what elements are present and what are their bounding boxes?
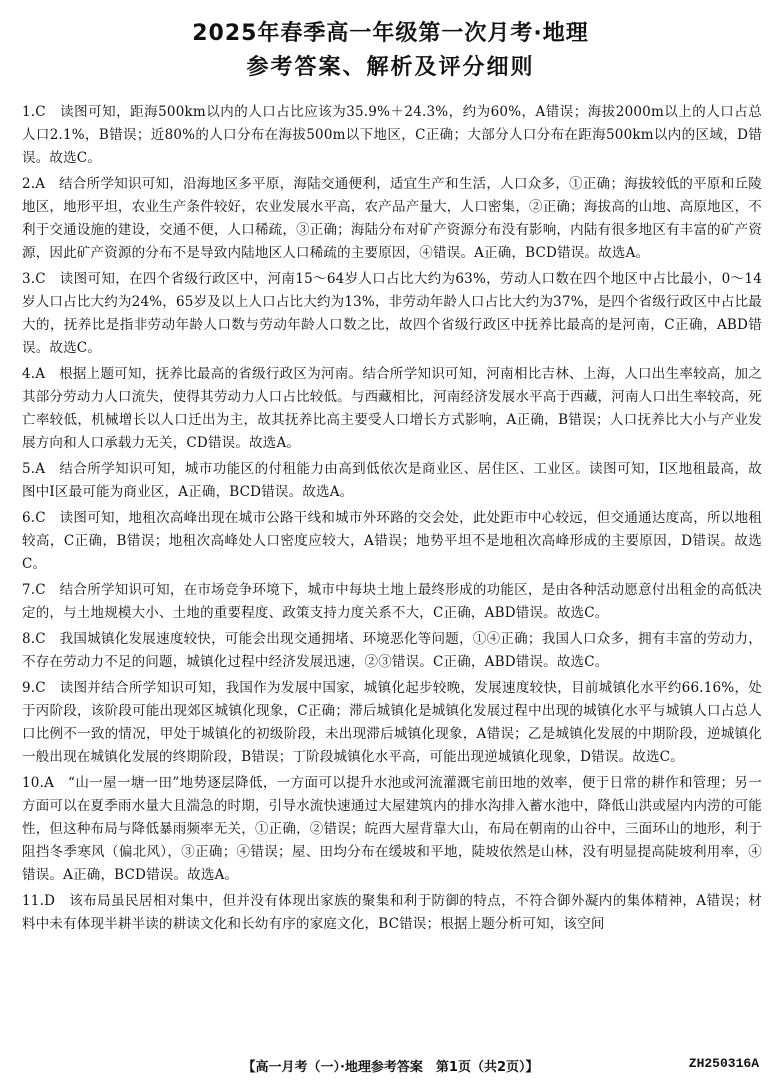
answer-item-10: 10.A “山一屋一塘一田”地势逐层降低，一方面可以提升水池或河流灌溉宅前田地的效率，便于日常的耕作和管理；另一方面可以在夏季雨水量大且湍急的时期，引导水流快速通过大屋建筑内的排水沟排入蓄水池中，降低山洪或屋内内涝的可能性，但这种布局与降低暴雨频率无关，①正确，②错误；皖西大屋背靠大山，布局在朝南的山谷中，三面环山的地形，利于阻挡冬季寒风（偏北风），③正确；④错误；屋、田均分布在缓坡和平地，陡坡依然是山林，没有明显提高陡坡利用率，④错误。A正确，BCD错误。故选A。 <box>22 775 762 883</box>
answer-item-7: 7.C 结合所学知识可知，在市场竞争环境下，城市中每块土地上最终形成的功能区，是由各种活动愿意付出租金的高低决定的，与土地规模大小、土地的重要程度、政策支持力度关系不大，C正确，ABD错误。故选C。 <box>22 582 762 621</box>
answer-item-5: 5.A 结合所学知识可知，城市功能区的付租能力由高到低依次是商业区、居住区、工业区。读图可知，Ⅰ区地租最高，故图中Ⅰ区最可能为商业区，A正确，BCD错误。故选A。 <box>22 461 762 500</box>
footer-page-info: 【高一月考（一）·地理参考答案 第1页（共2页）】 <box>242 1060 539 1075</box>
answer-item-9: 9.C 读图并结合所学知识可知，我国作为发展中国家，城镇化起步较晚，发展速度较快，目前城镇化水平约66.16%，处于丙阶段，该阶段可能出现郊区城镇化现象，C正确；滞后城镇化是城镇化发展过程中出现的城镇化水平与城镇人口占总人口比例不一致的情况，甲处于城镇化的初级阶段，未出现滞后城镇化现象，A错误；乙是城镇化发展的中期阶段，逆城镇化一般出现在城镇化发展的终期阶段，B错误；丁阶段城镇化水平高，可能出现逆城镇化现象，D错误。故选C。 <box>22 680 762 765</box>
answer-list <box>22 101 762 939</box>
answer-item-6: 6.C 读图可知，地租次高峰出现在城市公路干线和城市外环路的交会处，此处距市中心较远，但交通通达度高，所以地租较高，C正确，B错误；地租次高峰处人口密度应较大，A错误；地势平坦不是地租次高峰形成的主要原因，D错误。故选C。 <box>22 510 762 572</box>
page-title: 2025年春季高一年级第一次月考·地理 <box>192 21 589 46</box>
answer-item-3: 3.C 读图可知，在四个省级行政区中，河南15～64岁人口占比大约为63%，劳动人口数在四个地区中占比最小，0～14岁人口占比大约为24%，65岁及以上人口占比大约为13%，非劳动年龄人口占比大约为37%，是四个省级行政区中占比最大的，抚养比是指非劳动年龄人口数与劳动年龄人口数之比，故四个省级行政区中抚养比最高的是河南，C正确，ABD错误。故选C。 <box>22 271 762 356</box>
answer-item-11: 11.D 该布局虽民居相对集中，但并没有体现出家族的聚集和利于防御的特点，不符合御外凝内的集体精神，A错误；材料中未有体现半耕半读的耕读文化和长幼有序的家庭文化，BC错误；根据上题分析可知，该空间 <box>22 893 762 932</box>
answer-item-8: 8.C 我国城镇化发展速度较快，可能会出现交通拥堵、环境恶化等问题，①④正确；我国人口众多，拥有丰富的劳动力，不存在劳动力不足的问题，城镇化过程中经济发展迅速，②③错误。C正确，ABD错误。故选C。 <box>22 631 762 670</box>
footer-doc-code: ZH250316A <box>688 1056 759 1071</box>
answer-item-1: 1.C 读图可知，距海500km以内的人口占比应该为35.9%＋24.3%，约为60%，A错误；海拔2000m以上的人口占总人口2.1%，B错误；近80%的人口分布在海拔500m以下地区，C正确；大部分人口分布在距海500km以内的区域，D错误。故选C。 <box>22 104 762 166</box>
answer-item-2: 2.A 结合所学知识可知，沿海地区多平原，海陆交通便利，适宜生产和生活，人口众多，①正确；海拔较低的平原和丘陵地区，地形平坦，农业生产条件较好，农业发展水平高，农产品产量大，人口密集，②正确；海拔高的山地、高原地区，不利于交通设施的建设，交通不便，人口稀疏，③正确；海陆分布对矿产资源分布没有影响，内陆有很多地区有丰富的矿产资源，因此矿产资源的分布不是导致内陆地区人口稀疏的主要原因，④错误。A正确，BCD错误。故选A。 <box>22 176 762 261</box>
answer-item-4: 4.A 根据上题可知，抚养比最高的省级行政区为河南。结合所学知识可知，河南相比吉林、上海，人口出生率较高，加之其部分劳动力人口流失，使得其劳动力人口占比较低。与西藏相比，河南经济发展水平高于西藏，河南人口出生率较高，死亡率较低，机械增长以人口迁出为主，故其抚养比高主要受人口增长方式影响，A正确，B错误；人口抚养比大小与产业发展方向和人口承载力无关，CD错误。故选A。 <box>22 366 762 451</box>
page-subtitle: 参考答案、解析及评分细则 <box>246 55 535 80</box>
